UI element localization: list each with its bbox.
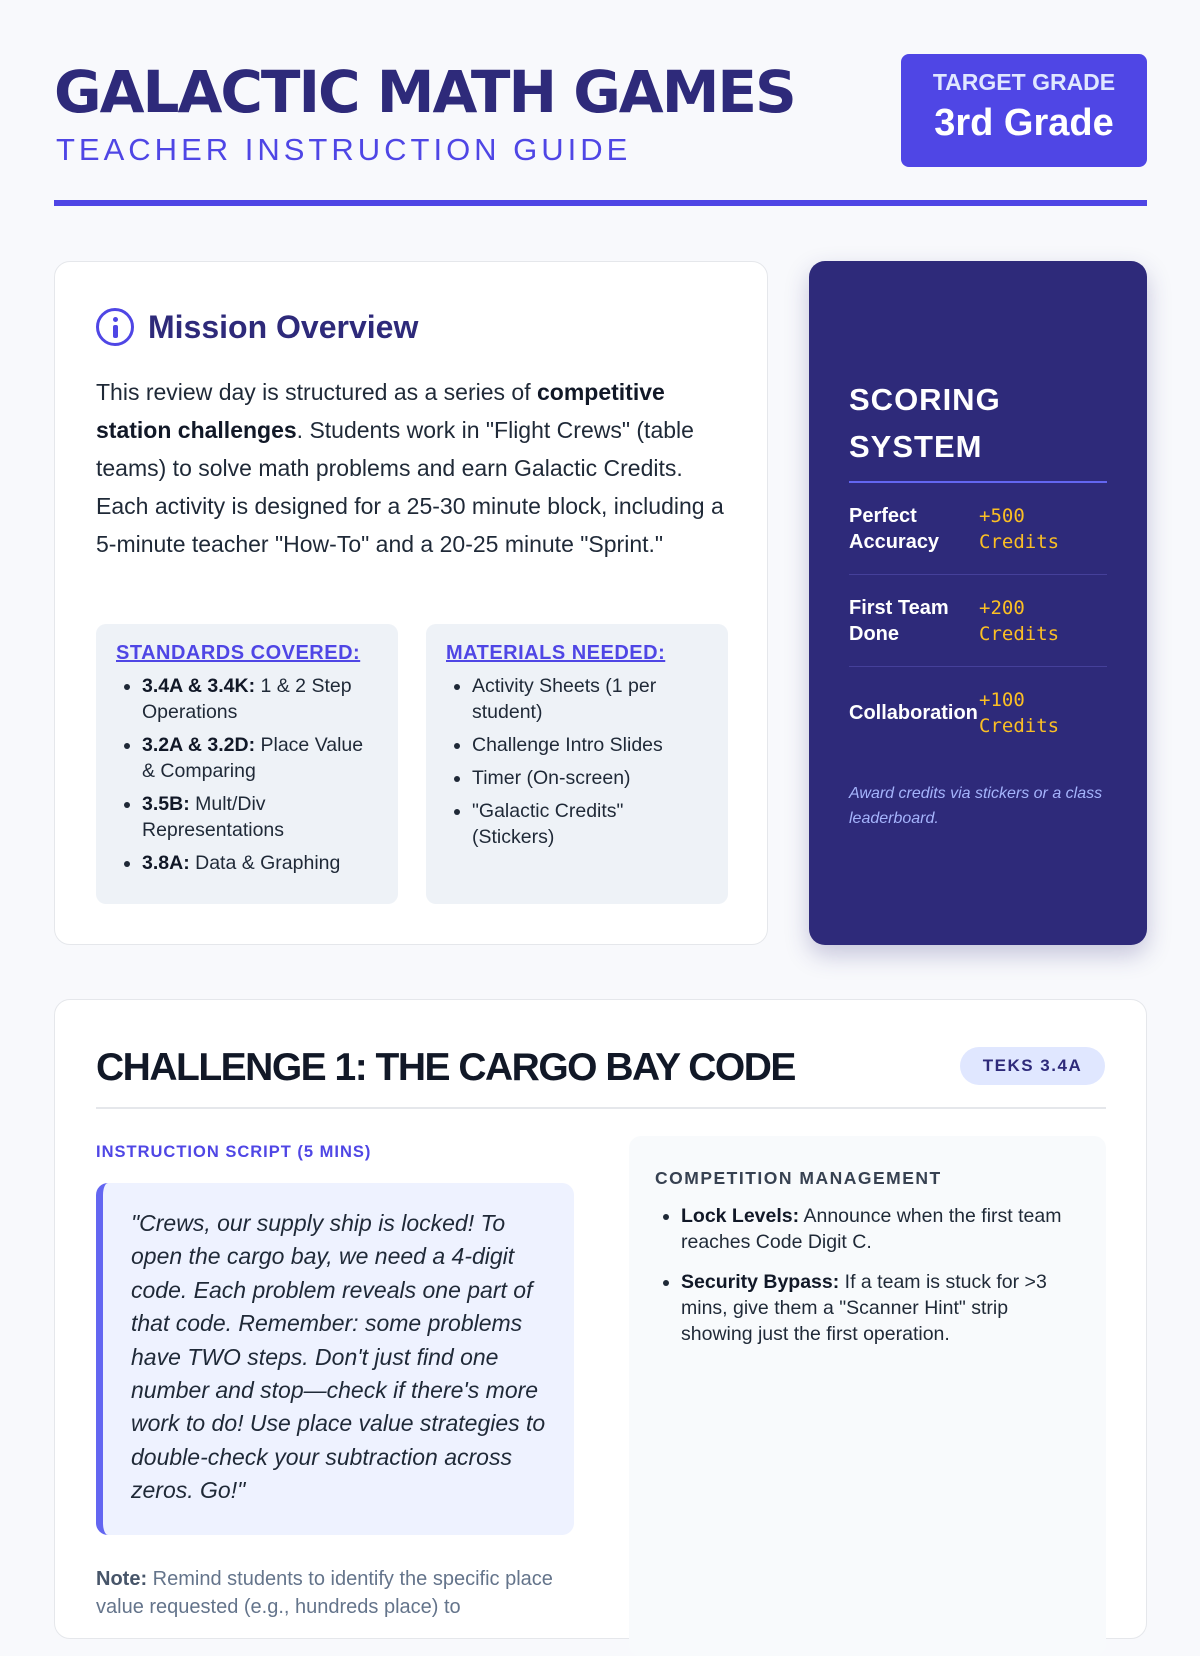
header-divider (54, 200, 1147, 206)
challenge-note (96, 1565, 574, 1621)
list-item (142, 732, 380, 784)
overview-text-rest: . Students work in "Flight Crews" (table teams) to solve math problems and earn Galactic Credits. Each activity is designed for a 25-30 minute block, including a 5-minute teacher "How-To" and a 20-25 minute "Sprint." (96, 417, 724, 557)
materials-title: MATERIALS NEEDED: (446, 642, 666, 664)
scoring-row (849, 575, 1107, 667)
page-header (54, 52, 1147, 204)
management-title: COMPETITION MANAGEMENT (655, 1168, 942, 1188)
list-item: • Activity Sheets (1 per student) (472, 673, 710, 725)
standard-code: 3.4A & 3.4K: (142, 675, 256, 697)
management-text: If a team is stuck for >3 mins, give them a "Scanner Hint" strip showing just the first operation. (681, 1271, 1047, 1345)
scoring-points: +200 Credits (979, 596, 1060, 645)
standard-code: 3.2A & 3.2D: (142, 734, 256, 756)
overview-text-intro: This review day is structured as a series of (96, 379, 537, 405)
mission-overview-card (54, 261, 768, 945)
overview-text-bold: competitive station challenges (96, 379, 665, 443)
scoring-row (849, 483, 1107, 575)
scoring-row (849, 667, 1107, 759)
page-title: GALACTIC MATH GAMES (54, 58, 795, 126)
scoring-system-card (809, 261, 1147, 945)
grade-value: 3rd Grade (934, 102, 1114, 144)
list-item (142, 850, 380, 876)
materials-box (426, 624, 728, 904)
list-item (681, 1203, 1080, 1255)
grade-label: TARGET GRADE (932, 69, 1116, 95)
note-label: Note: (96, 1568, 148, 1590)
scoring-label: Perfect Accuracy (849, 504, 940, 553)
standard-desc: Mult/Div Representations (142, 793, 285, 841)
page-subtitle: TEACHER INSTRUCTION GUIDE (56, 132, 632, 167)
list-item (142, 673, 380, 725)
management-list (655, 1203, 1080, 1347)
teks-badge: TEKS 3.4A (960, 1047, 1105, 1085)
management-label: Lock Levels: (681, 1205, 800, 1227)
standards-list (116, 673, 380, 876)
list-item (142, 791, 380, 843)
scoring-points: +100 Credits (979, 689, 1060, 737)
scoring-points: +500 Credits (979, 504, 1060, 553)
list-item (681, 1269, 1080, 1347)
challenge-title: CHALLENGE 1: THE CARGO BAY CODE (96, 1046, 795, 1089)
list-item: • Challenge Intro Slides (472, 732, 710, 758)
overview-heading (96, 307, 418, 347)
management-label: Security Bypass: (681, 1271, 840, 1293)
competition-management-box (629, 1136, 1106, 1656)
standard-desc: Place Value & Comparing (142, 734, 364, 782)
list-item: • Timer (On-screen) (472, 765, 710, 791)
list-item: • "Galactic Credits" (Stickers) (472, 798, 710, 850)
script-label: INSTRUCTION SCRIPT (5 MINS) (96, 1143, 372, 1161)
materials-list (446, 673, 710, 850)
standards-box (96, 624, 398, 904)
standard-desc: Data & Graphing (189, 852, 341, 874)
standard-code: 3.5B: (142, 793, 190, 815)
info-icon (96, 308, 134, 346)
management-text: Announce when the first team reaches Code Digit C. (681, 1205, 1062, 1253)
scoring-label: Collaboration (849, 702, 978, 724)
standard-desc: 1 & 2 Step Operations (142, 675, 352, 723)
standard-code: 3.8A: (142, 852, 190, 874)
scoring-title: SCORING SYSTEM (849, 382, 1001, 464)
standards-title: STANDARDS COVERED: (116, 642, 361, 664)
challenge-divider (96, 1107, 1106, 1109)
scoring-label: First Team Done (849, 596, 949, 645)
challenge-card (54, 999, 1147, 1639)
instruction-script: "Crews, our supply ship is locked! To open the cargo bay, we need a 4-digit code. Each problem reveals one part of that code. Remember: some problems have TWO steps. Don't just find one number and stop—check if there's more work to do! Use place value strategies to double-check your subtraction across zeros. Go!" (96, 1183, 574, 1535)
note-text: Remind students to identify the specific place value requested (e.g., hundreds place) to (96, 1568, 553, 1618)
scoring-note: Award credits via stickers or a class leaderboard. (849, 785, 1103, 827)
overview-paragraph (96, 373, 726, 563)
overview-title: Mission Overview (148, 308, 419, 345)
grade-badge (901, 54, 1147, 167)
